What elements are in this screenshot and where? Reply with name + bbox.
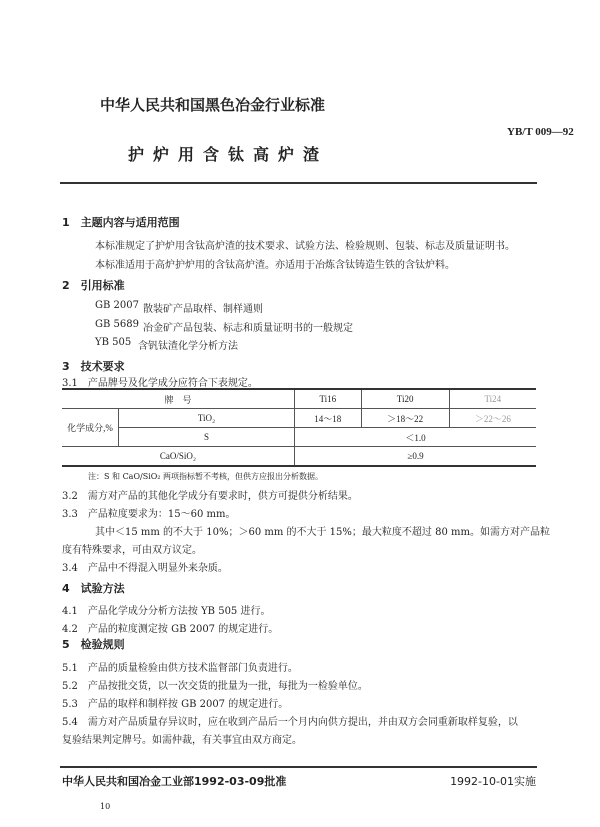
group-label: 化学成分,% bbox=[62, 409, 119, 447]
tio2-label: TiO₂ bbox=[119, 409, 295, 428]
paragraph: 其中＜15 mm 的不大于 10%；＞60 mm 的不大于 15%；最大粒度不超过 80 mm。如需方对产品粒 bbox=[95, 527, 550, 538]
ref-title: 散装矿产品取样、制样通则 bbox=[143, 304, 263, 315]
section-2-heading: 2 引用标准 bbox=[62, 279, 125, 292]
tio2-ti24: ＞22～26 bbox=[449, 409, 536, 428]
section-1-heading: 1 主题内容与适用范围 bbox=[62, 216, 180, 229]
table-note: 注：S 和 CaO/SiO₂ 两项指标暂不考核，但供方应报出分析数据。 bbox=[88, 472, 324, 481]
ref-code: GB 2007 bbox=[95, 300, 139, 311]
composition-table bbox=[62, 388, 536, 467]
paragraph: 度有特殊要求，可由双方议定。 bbox=[62, 545, 202, 556]
section-4-heading: 4 试验方法 bbox=[62, 582, 125, 595]
standard-code: YB/T 009—92 bbox=[507, 126, 574, 138]
section-3-heading: 3 技术要求 bbox=[62, 360, 125, 373]
section-5-heading: 5 检验规则 bbox=[62, 638, 125, 651]
clause-3-1: 3.1 产品牌号及化学成分应符合下表规定。 bbox=[62, 378, 258, 389]
header-ti20: Ti20 bbox=[361, 389, 449, 409]
tio2-ti20: ＞18～22 bbox=[361, 409, 449, 428]
ratio-label: CaO/SiO₂ bbox=[62, 447, 294, 467]
effective-date: 1992-10-01实施 bbox=[450, 775, 536, 788]
ref-code: YB 505 bbox=[95, 337, 132, 348]
clause-3-3: 3.3 产品粒度要求为：15～60 mm。 bbox=[62, 509, 236, 520]
ref-title: 冶金矿产品包装、标志和质量证明书的一般规定 bbox=[143, 323, 353, 334]
s-label: S bbox=[119, 428, 295, 447]
approval-info: 中华人民共和国冶金工业部1992-03-09批准 bbox=[62, 775, 287, 788]
clause-4-2: 4.2 产品的粒度测定按 GB 2007 的规定进行。 bbox=[62, 624, 279, 635]
page-number: 10 bbox=[100, 802, 111, 811]
clause-5-3: 5.3 产品的取样和制样按 GB 2007 的规定进行。 bbox=[62, 699, 289, 710]
ref-code: GB 5689 bbox=[95, 319, 139, 330]
s-value: ＜1.0 bbox=[294, 428, 536, 447]
footer-divider bbox=[60, 766, 537, 768]
clause-5-2: 5.2 产品按批交货，以一次交货的批量为一批，每批为一检验单位。 bbox=[62, 681, 368, 692]
tio2-ti16: 14～18 bbox=[294, 409, 361, 428]
clause-4-1: 4.1 产品化学成分分析方法按 YB 505 进行。 bbox=[62, 606, 271, 617]
ref-title: 含钒钛渣化学分析方法 bbox=[138, 341, 238, 352]
header-ti16: Ti16 bbox=[294, 389, 361, 409]
clause-3-2: 3.2 需方对产品的其他化学成分有要求时，供方可提供分析结果。 bbox=[62, 491, 358, 502]
header-grade: 牌 号 bbox=[62, 389, 294, 409]
clause-5-1: 5.1 产品的质量检验由供方技术监督部门负责进行。 bbox=[62, 663, 298, 674]
clause-3-4: 3.4 产品中不得混入明显外来杂质。 bbox=[62, 563, 228, 574]
paragraph: 复验结果判定牌号。如需仲裁，有关事宜由双方商定。 bbox=[62, 735, 302, 746]
header-ti24: Ti24 bbox=[449, 389, 536, 409]
paragraph: 本标准适用于高炉护炉用的含钛高炉渣。亦适用于冶炼含钛铸造生铁的含钛炉料。 bbox=[95, 260, 455, 271]
clause-5-4: 5.4 需方对产品质量存异议时，应在收到产品后一个月内向供方提出，并由双方会同重新取样复验，以 bbox=[62, 717, 518, 728]
org-title: 中华人民共和国黑色冶金行业标准 bbox=[100, 96, 326, 114]
document-title: 护炉用含钛高炉渣 bbox=[128, 145, 329, 164]
ratio-value: ≥0.9 bbox=[294, 447, 536, 467]
header-divider bbox=[60, 182, 537, 184]
paragraph: 本标准规定了护炉用含钛高炉渣的技术要求、试验方法、检验规则、包装、标志及质量证明书。 bbox=[95, 241, 515, 252]
